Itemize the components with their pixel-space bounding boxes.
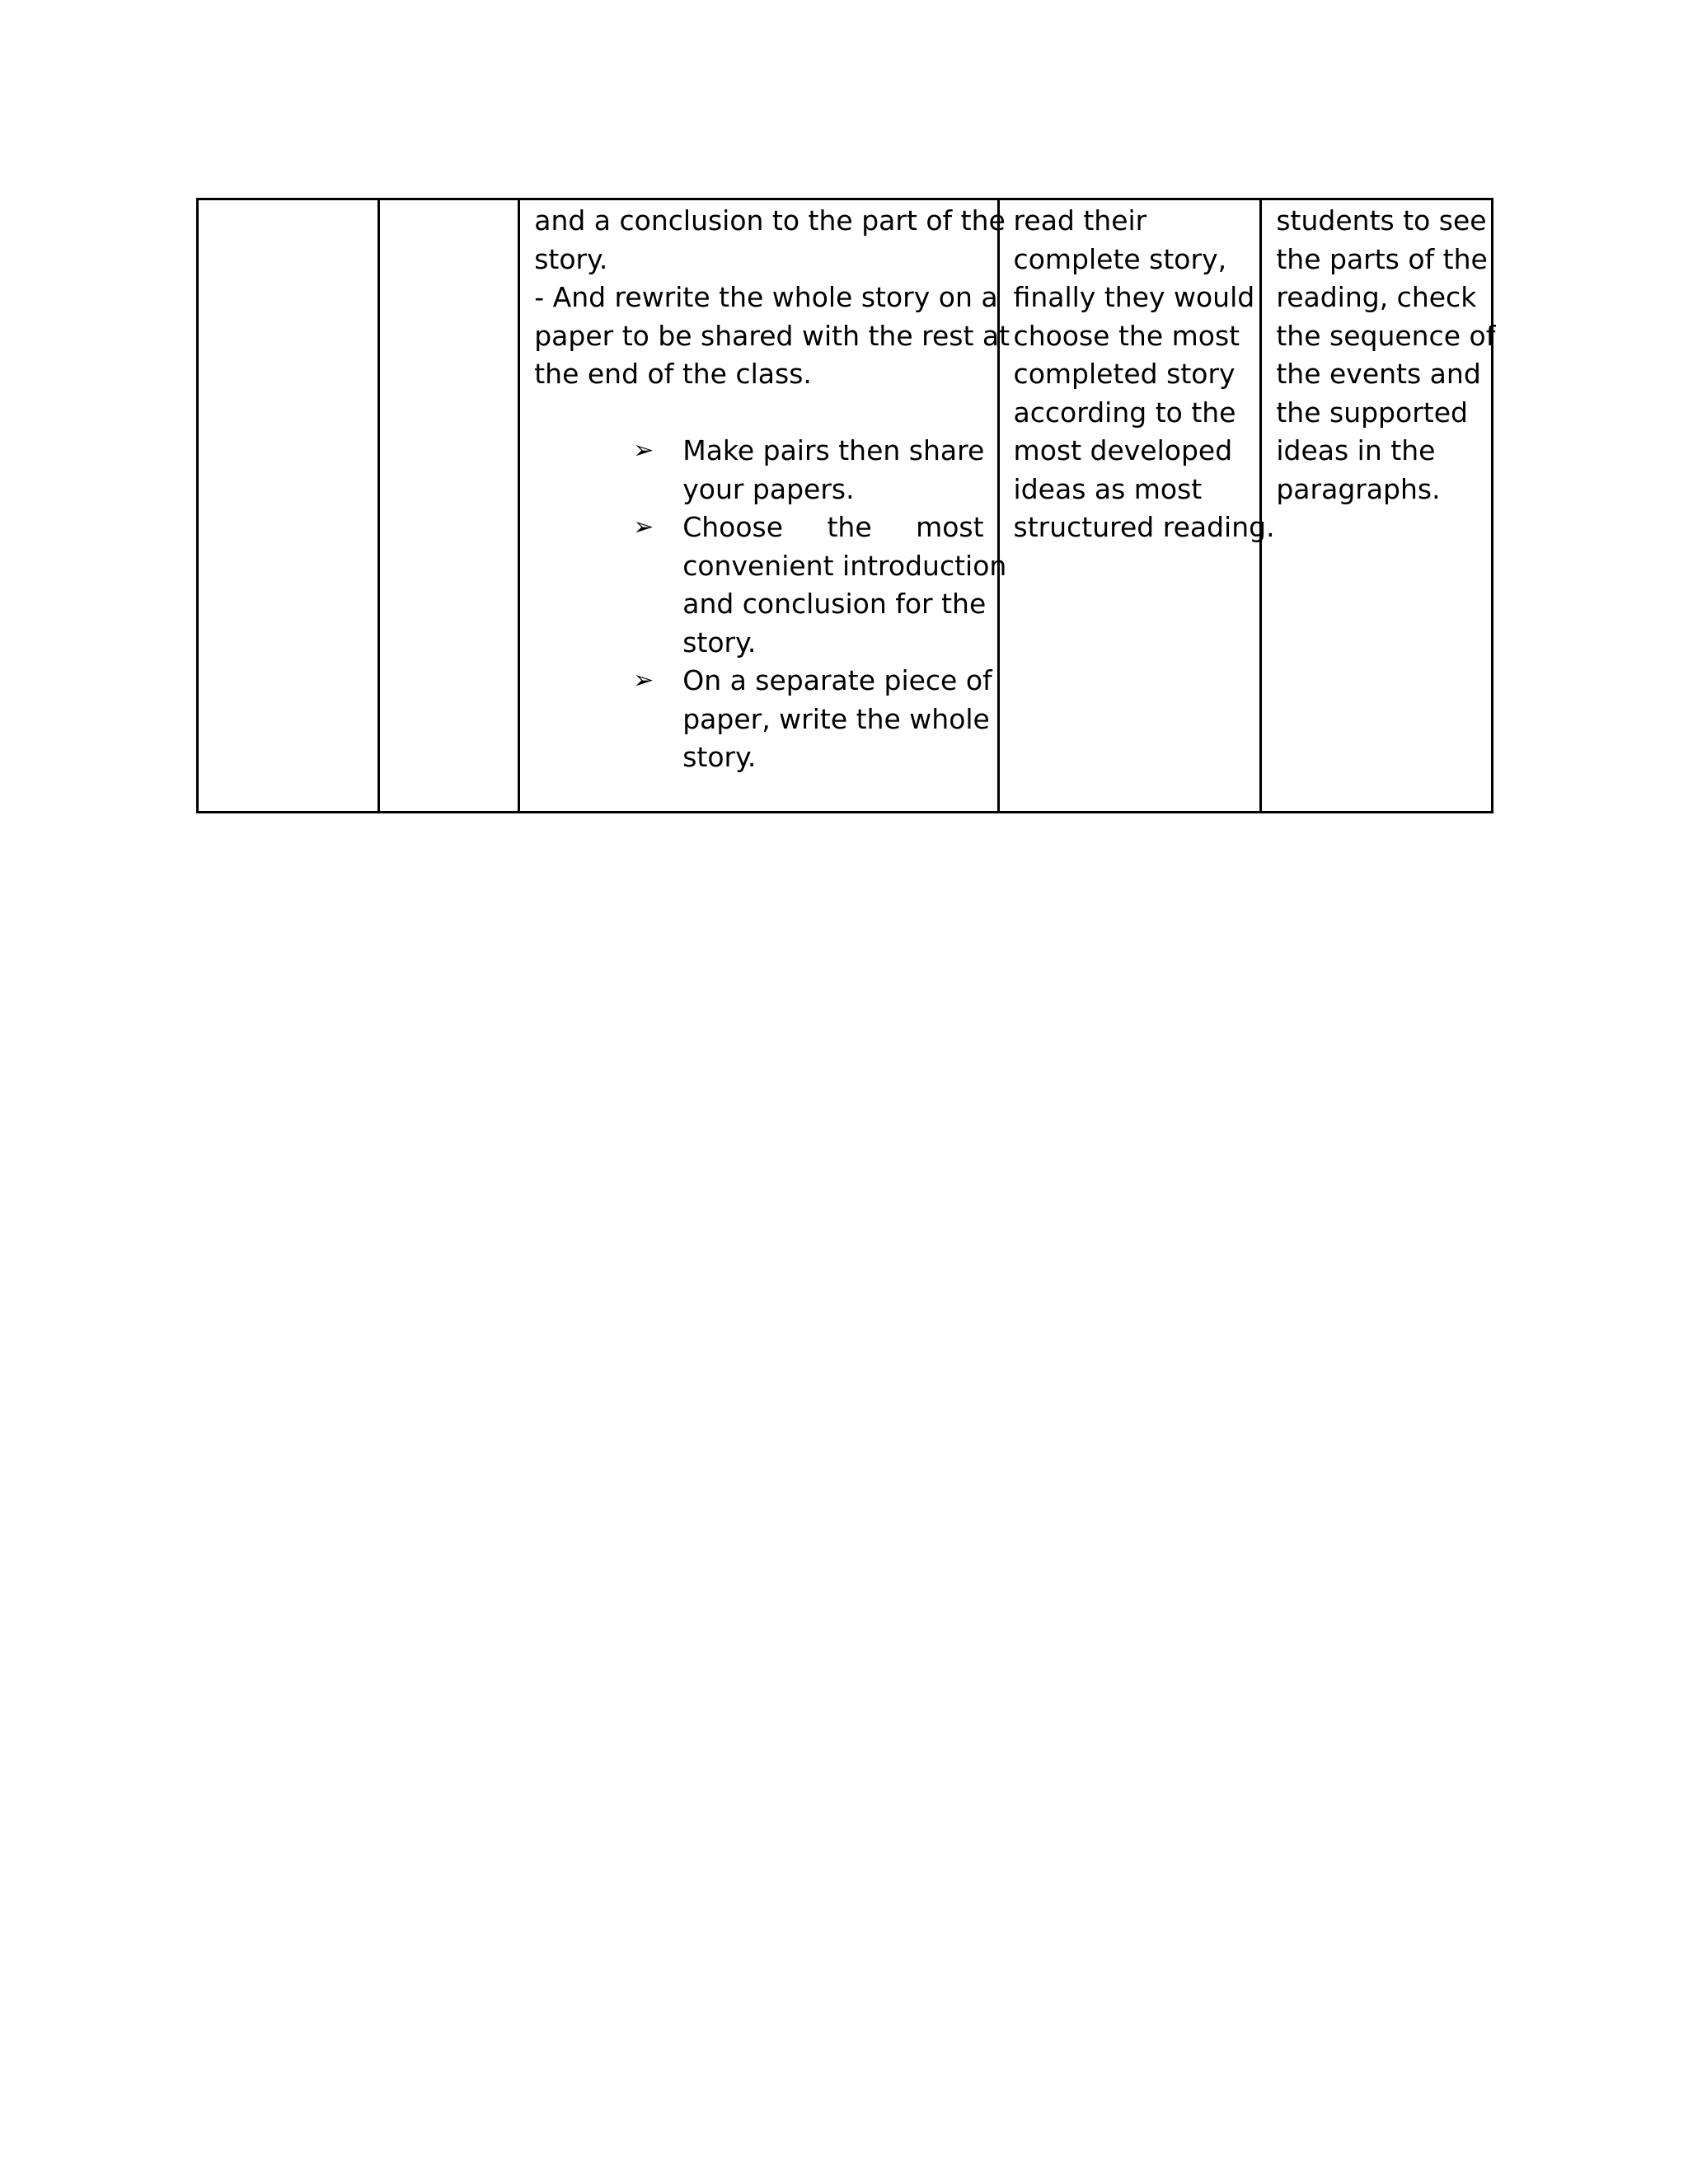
- outcome-line: most developed: [1013, 434, 1233, 466]
- procedure-line: paper to be shared with the rest at: [534, 319, 1010, 352]
- procedure-cell: [519, 199, 1010, 813]
- outcome-line: complete story,: [1013, 242, 1227, 275]
- lesson-plan-table: [196, 198, 1496, 813]
- evaluation-line: students to see: [1276, 204, 1487, 237]
- outcome-line: finally they would: [1013, 281, 1255, 313]
- arrow-bullet-icon: ➢: [633, 513, 654, 541]
- evaluation-line: paragraphs.: [1276, 472, 1441, 505]
- procedure-line: story.: [534, 242, 608, 275]
- list-item: [534, 509, 1007, 662]
- procedure-line: and a conclusion to the part of the: [534, 204, 1006, 237]
- step-line: On a separate piece of: [682, 664, 992, 696]
- evaluation-line: the supported: [1276, 396, 1468, 429]
- evaluation-line: the parts of the: [1276, 242, 1488, 275]
- step-line: Choose the most: [682, 511, 984, 543]
- blank-line: [534, 394, 983, 433]
- evaluation-line: the sequence of: [1276, 319, 1496, 352]
- steps-list: [534, 432, 1007, 777]
- empty-cell-2: [379, 199, 519, 813]
- arrow-bullet-icon: ➢: [633, 436, 654, 465]
- procedure-line: the end of the class.: [534, 358, 812, 390]
- outcome-cell: [998, 199, 1275, 813]
- table-row: [198, 199, 1493, 813]
- evaluation-line: the events and: [1276, 358, 1481, 390]
- outcome-line: structured reading.: [1013, 511, 1275, 543]
- step-line: paper, write the whole: [682, 702, 990, 735]
- outcome-line: completed story: [1013, 358, 1236, 390]
- procedure-line: - And rewrite the whole story on a: [534, 281, 998, 313]
- outcome-line: choose the most: [1013, 319, 1240, 352]
- evaluation-line: reading, check: [1276, 281, 1477, 313]
- step-line: your papers.: [682, 472, 855, 505]
- list-item: [534, 432, 983, 509]
- evaluation-line: ideas in the: [1276, 434, 1436, 466]
- step-line: convenient introduction: [682, 549, 1007, 582]
- step-line: story.: [682, 741, 757, 773]
- step-line: and conclusion for the: [682, 588, 987, 620]
- arrow-bullet-icon: ➢: [633, 666, 654, 695]
- outcome-line: according to the: [1013, 396, 1236, 429]
- outcome-line: read their: [1013, 204, 1147, 237]
- empty-cell-1: [198, 199, 379, 813]
- list-item: [534, 662, 992, 777]
- outcome-line: ideas as most: [1013, 472, 1203, 505]
- evaluation-cell: [1261, 199, 1496, 813]
- step-line: story.: [682, 626, 757, 658]
- step-line: Make pairs then share: [682, 434, 985, 466]
